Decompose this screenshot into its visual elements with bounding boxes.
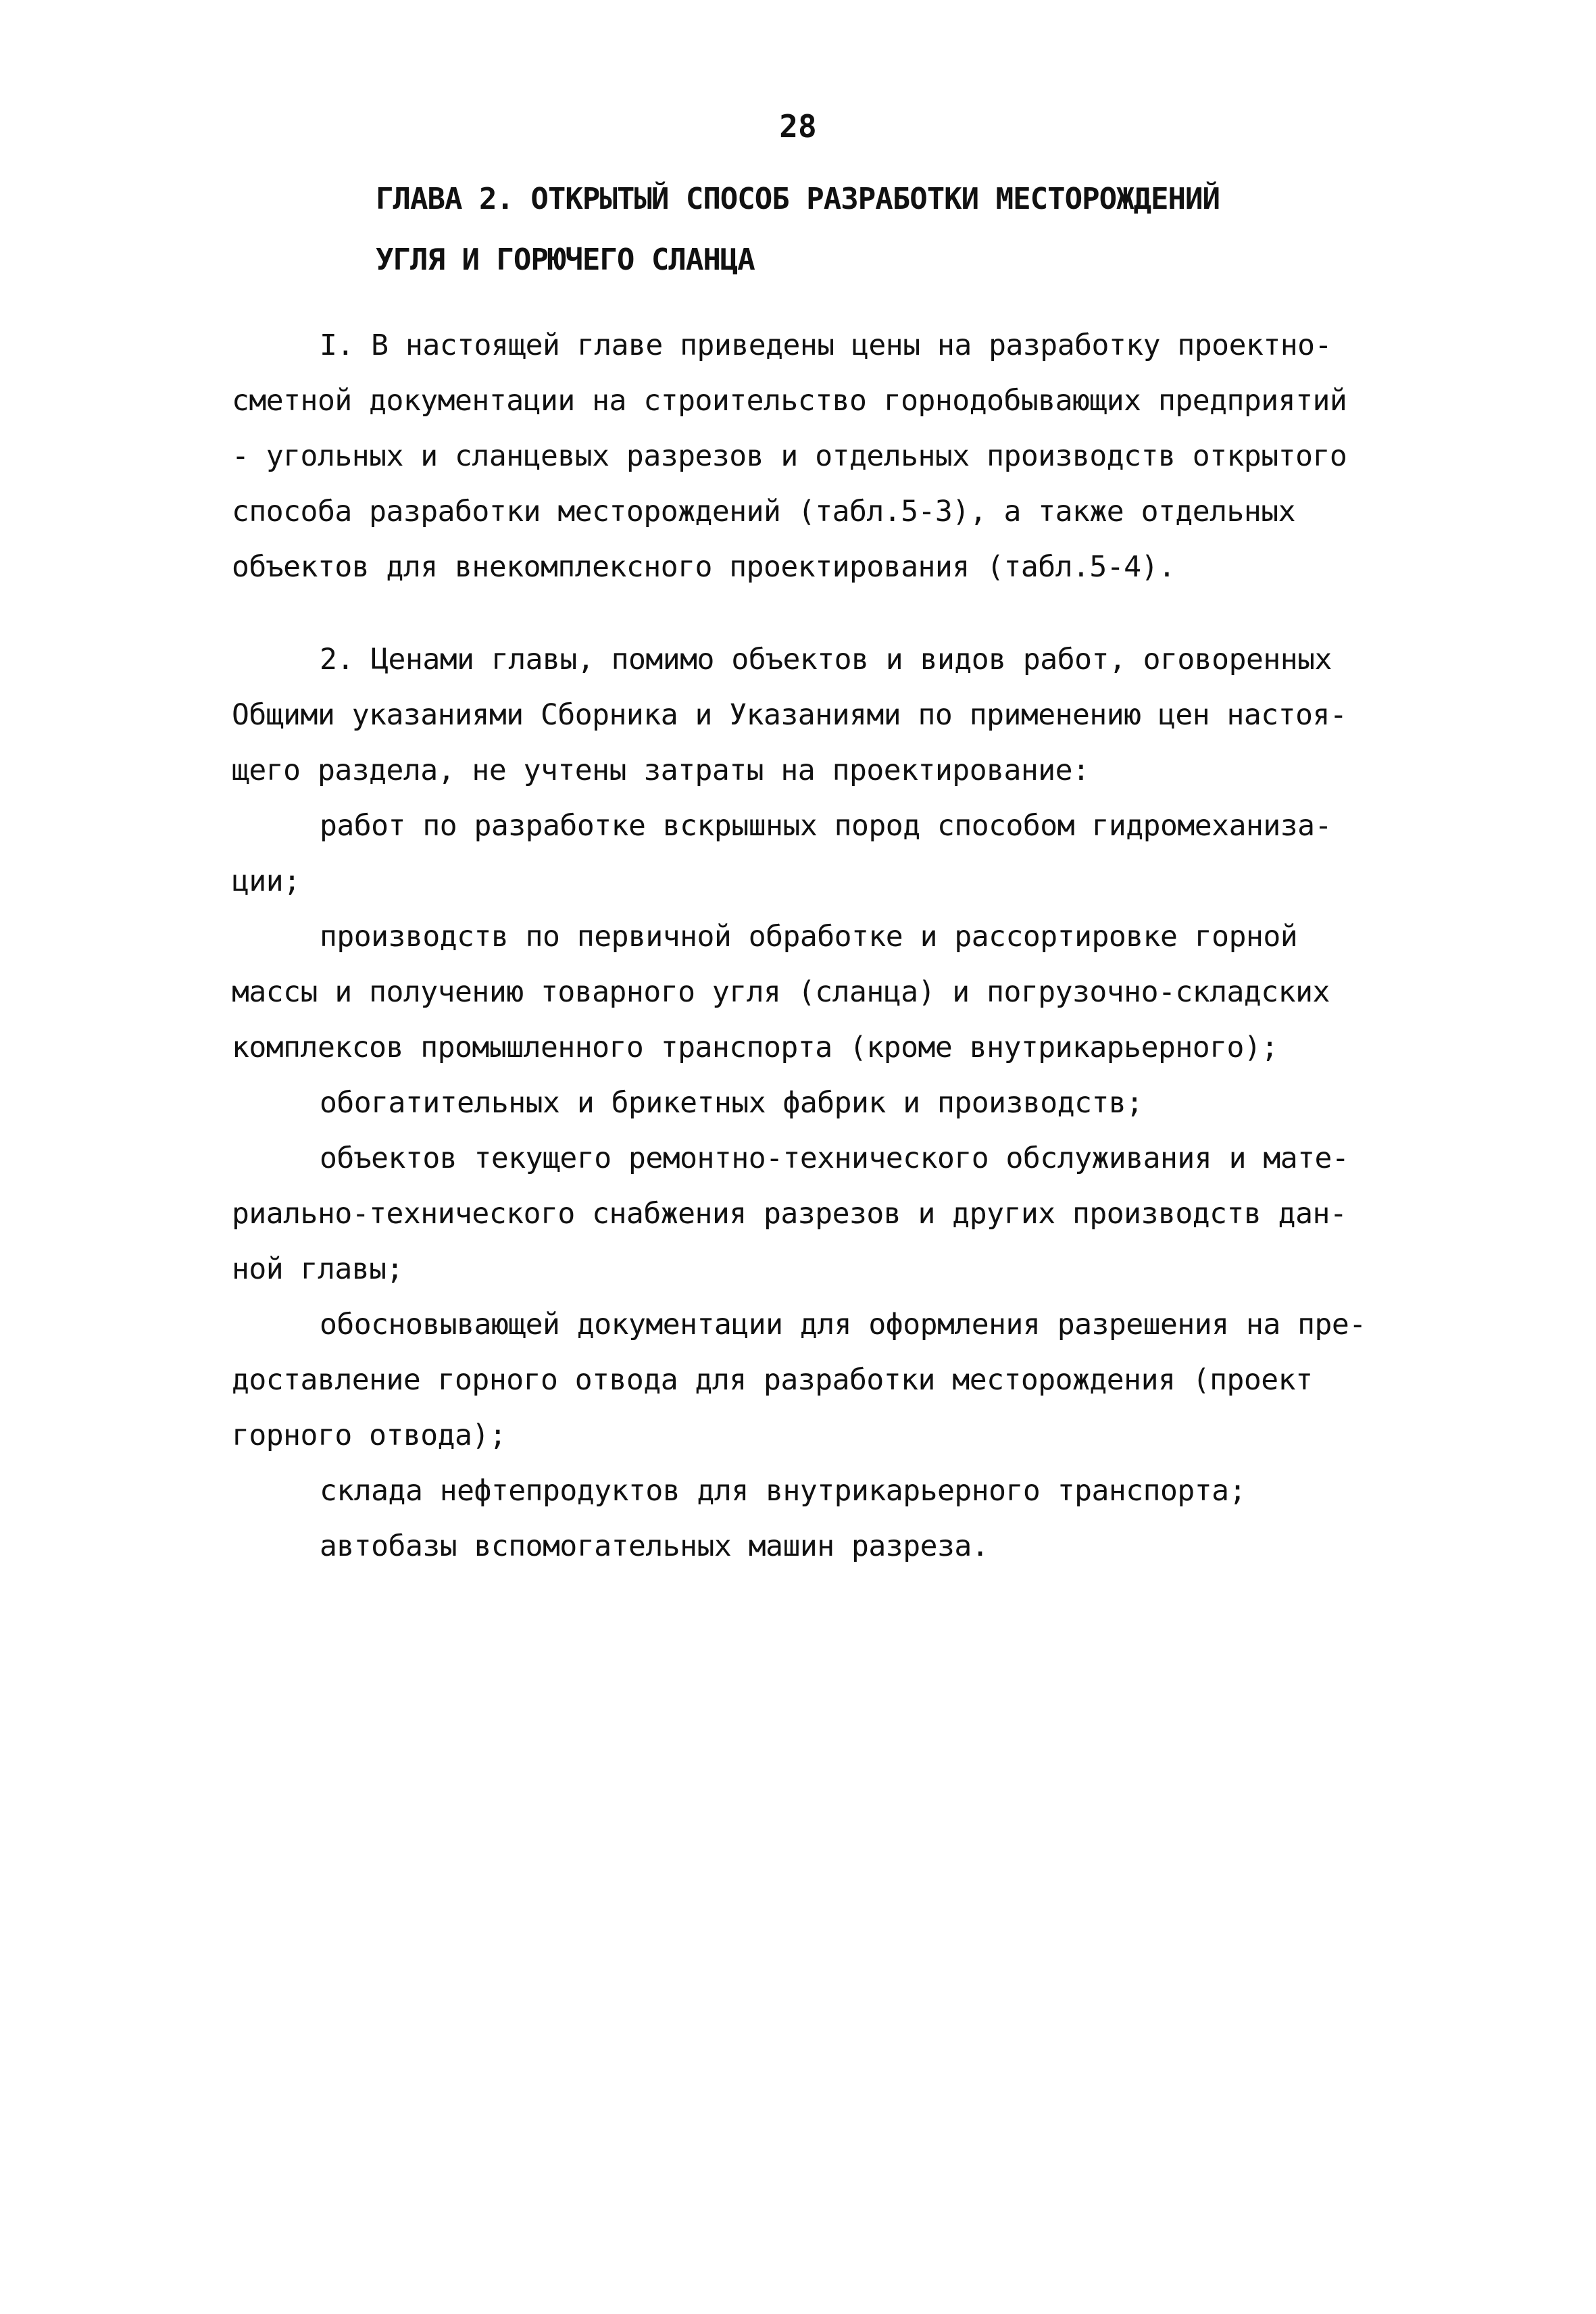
paragraph-1-line: сметной документации на строительство горнодобывающих предприятий bbox=[232, 384, 1347, 418]
list-item-line: обосновывающей документации для оформления разрешения на пре- bbox=[320, 1308, 1366, 1341]
list-item-line: обогатительных и брикетных фабрик и производств; bbox=[320, 1086, 1143, 1120]
list-item-line: доставление горного отвода для разработки месторождения (проект bbox=[232, 1363, 1313, 1397]
list-item-line: горного отвода); bbox=[232, 1419, 507, 1452]
list-item-line: массы и получению товарного угля (сланца) и погрузочно-складских bbox=[232, 975, 1330, 1009]
list-item-line: производств по первичной обработке и рассортировке горной bbox=[320, 920, 1298, 954]
list-item-line: ции; bbox=[232, 864, 301, 898]
chapter-heading bbox=[376, 169, 1220, 291]
paragraph-2-line: 2. Ценами главы, помимо объектов и видов работ, оговоренных bbox=[320, 643, 1332, 676]
paragraph-2-line: Общими указаниями Сборника и Указаниями по применению цен настоя- bbox=[232, 698, 1347, 732]
paragraph-2 bbox=[232, 632, 1394, 1574]
page-number: 28 bbox=[779, 108, 817, 145]
chapter-heading-line-2: УГЛЯ И ГОРЮЧЕГО СЛАНЦА bbox=[376, 243, 755, 277]
list-item-line: склада нефтепродуктов для внутрикарьерного транспорта; bbox=[320, 1474, 1246, 1508]
list-item-line: работ по разработке вскрышных пород способом гидромеханиза- bbox=[320, 809, 1332, 843]
list-item-line: риально-технического снабжения разрезов и других производств дан- bbox=[232, 1197, 1347, 1231]
list-item-line: объектов текущего ремонтно-технического обслуживания и мате- bbox=[320, 1141, 1349, 1175]
list-item-line: ной главы; bbox=[232, 1252, 403, 1286]
paragraph-1 bbox=[232, 318, 1394, 595]
paragraph-1-line: способа разработки месторождений (табл.5-3), а также отдельных bbox=[232, 495, 1296, 528]
list-item-line: автобазы вспомогательных машин разреза. bbox=[320, 1529, 989, 1563]
list-item-line: комплексов промышленного транспорта (кроме внутрикарьерного); bbox=[232, 1031, 1278, 1064]
paragraph-1-line: I. В настоящей главе приведены цены на разработку проектно- bbox=[320, 328, 1332, 362]
paragraph-2-line: щего раздела, не учтены затраты на проектирование: bbox=[232, 754, 1090, 787]
chapter-heading-line-1: ГЛАВА 2. ОТКРЫТЫЙ СПОСОБ РАЗРАБОТКИ МЕСТОРОЖДЕНИЙ bbox=[376, 182, 1220, 216]
paragraph-1-line: объектов для внекомплексного проектирования (табл.5-4). bbox=[232, 550, 1176, 584]
paragraph-1-line: - угольных и сланцевых разрезов и отдельных производств открытого bbox=[232, 439, 1347, 473]
